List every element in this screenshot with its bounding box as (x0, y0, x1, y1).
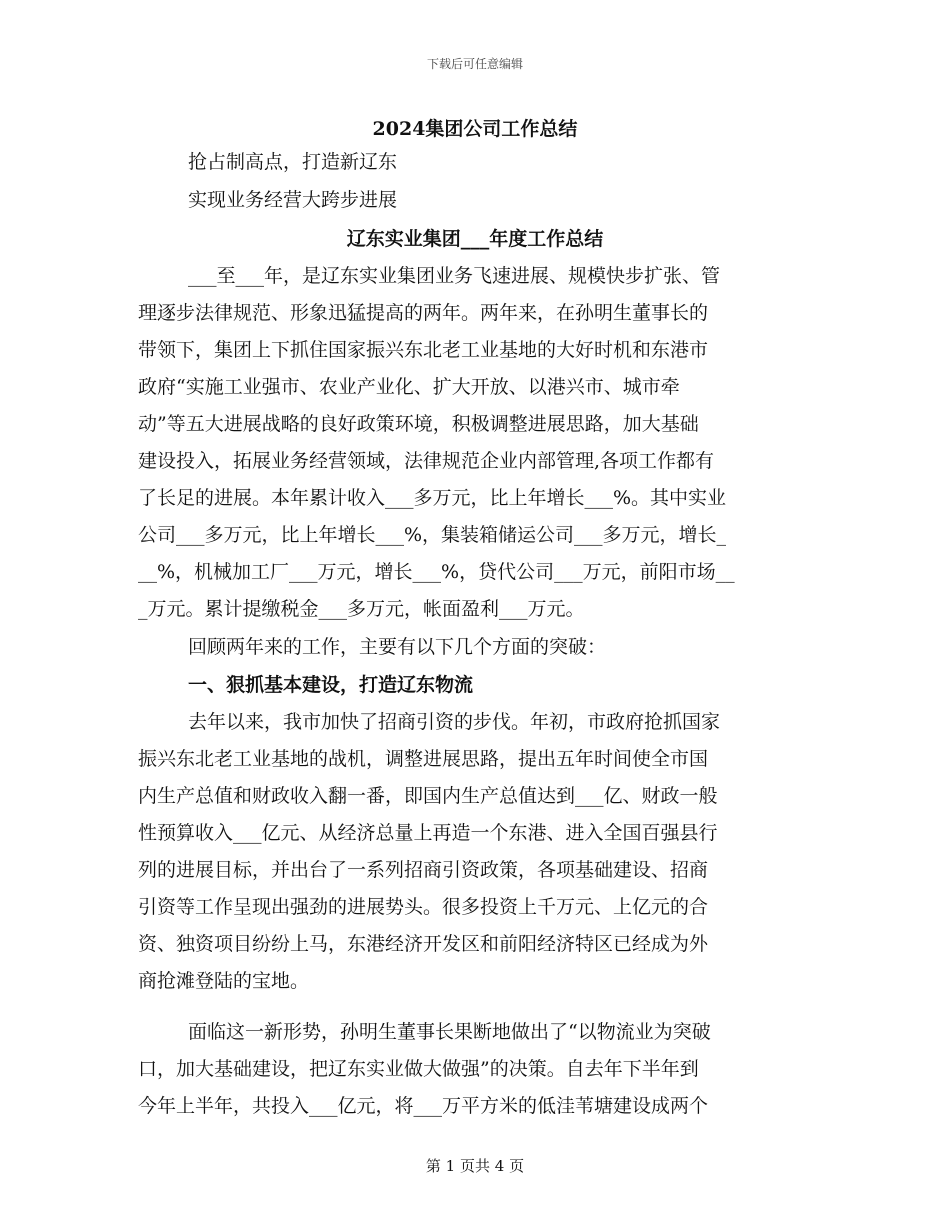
subtitle-line-1: 抢占制高点，打造新辽东 (188, 151, 398, 173)
paragraph-line: 面临这一新形势，孙明生董事长果断地做出了“以物流业为突破 (188, 1021, 711, 1043)
paragraph-line: 带领下，集团上下抓住国家振兴东北老工业基地的大好时机和东港市 (138, 339, 709, 361)
paragraph-line: 政府“实施工业强市、农业产业化、扩大开放、以港兴市、城市牵 (138, 376, 680, 398)
document-title: 2024集团公司工作总结 (372, 118, 578, 140)
section-heading: 辽东实业集团___年度工作总结 (346, 228, 604, 250)
paragraph-line: ___至___年，是辽东实业集团业务飞速进展、规模快步扩张、管 (188, 265, 721, 287)
paragraph-line: 资、独资项目纷纷上马，东港经济开发区和前阳经济特区已经成为外 (138, 933, 709, 955)
page-footer: 第 1 页共 4 页 (425, 1157, 525, 1175)
paragraph-line: 今年上半年，共投入___亿元，将___万平方米的低洼苇塘建设成两个 (138, 1095, 709, 1117)
header-note: 下载后可任意编辑 (426, 57, 523, 71)
paragraph-line: 公司___多万元，比上年增长___%，集装箱储运公司___多万元，增长_ (138, 524, 727, 546)
subtitle-line-2: 实现业务经营大跨步进展 (188, 189, 398, 211)
paragraph-line: 引资等工作呈现出强劲的进展势头。很多投资上千万元、上亿元的合 (138, 896, 709, 918)
paragraph-line: 建设投入，拓展业务经营领域，法律规范企业内部管理,各项工作都有 (138, 450, 715, 472)
paragraph-line: 振兴东北老工业基地的战机，调整进展思路，提出五年时间使全市国 (138, 748, 709, 770)
paragraph-line: 性预算收入___亿元、从经济总量上再造一个东港、进入全国百强县行 (138, 822, 718, 844)
paragraph-line: 内生产总值和财政收入翻一番，即国内生产总值达到___亿、财政一般 (138, 785, 718, 807)
paragraph-line: 回顾两年来的工作，主要有以下几个方面的突破： (188, 636, 607, 658)
paragraph-line: 商抢滩登陆的宝地。 (138, 970, 310, 992)
paragraph-line: _万元。累计提缴税金___多万元，帐面盈利___万元。 (138, 598, 585, 620)
paragraph-line: __%，机械加工厂___万元，增长___%，贷代公司___万元，前阳市场__ (138, 561, 735, 583)
paragraph-line: 理逐步法律规范、形象迅猛提高的两年。两年来，在孙明生董事长的 (138, 302, 709, 324)
paragraph-line: 去年以来，我市加快了招商引资的步伐。年初，市政府抢抓国家 (188, 711, 721, 733)
section-heading-1: 一、狠抓基本建设，打造辽东物流 (188, 674, 474, 696)
paragraph-line: 动”等五大进展战略的良好政策环境，积极调整进展思路，加大基础 (138, 413, 699, 435)
paragraph-line: 口，加大基础建设，把辽东实业做大做强”的决策。自去年下半年到 (138, 1058, 699, 1080)
paragraph-line: 了长足的进展。本年累计收入___多万元，比上年增长___%。其中实业 (138, 487, 727, 509)
paragraph-line: 列的进展目标，并出台了一系列招商引资政策，各项基础建设、招商 (138, 859, 709, 881)
